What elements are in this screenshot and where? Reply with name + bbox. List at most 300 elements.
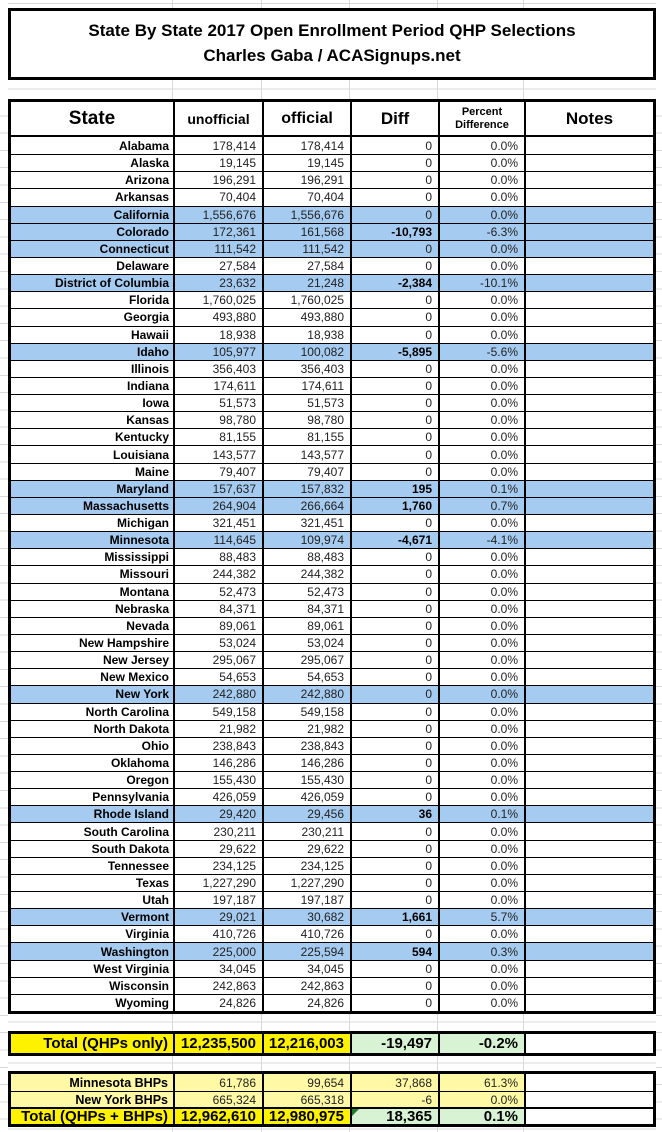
cell-notes[interactable] [524,891,653,908]
cell-unofficial[interactable]: 264,904 [173,497,262,514]
cell-diff[interactable]: 0 [350,737,438,754]
total-all-notes[interactable] [524,1107,653,1124]
cell-notes[interactable] [524,360,653,377]
column-header-diff[interactable]: Diff [350,102,438,135]
cell-unofficial[interactable]: 27,584 [173,257,262,274]
cell-percent-difference[interactable]: 0.0% [438,257,524,274]
cell-percent-difference[interactable]: -4.1% [438,531,524,548]
cell-percent-difference[interactable]: 0.0% [438,754,524,771]
cell-diff[interactable]: 0 [350,394,438,411]
cell-unofficial[interactable]: 242,863 [173,977,262,994]
cell-official[interactable]: 174,611 [262,377,350,394]
cell-state-name[interactable]: District of Columbia [11,274,173,291]
cell-official[interactable]: 88,483 [262,548,350,565]
cell-percent-difference[interactable]: 0.0% [438,377,524,394]
cell-notes[interactable] [524,788,653,805]
cell-diff[interactable]: 0 [350,857,438,874]
cell-diff[interactable]: -2,384 [350,274,438,291]
cell-state-name[interactable]: Idaho [11,343,173,360]
cell-diff[interactable]: 0 [350,754,438,771]
cell-notes[interactable] [524,737,653,754]
cell-diff[interactable]: 0 [350,891,438,908]
cell-notes[interactable] [524,497,653,514]
cell-diff[interactable]: 0 [350,720,438,737]
cell-notes[interactable] [524,840,653,857]
cell-notes[interactable] [524,326,653,343]
cell-notes[interactable] [524,583,653,600]
column-header-notes[interactable]: Notes [524,102,653,135]
cell-official[interactable]: 242,863 [262,977,350,994]
cell-notes[interactable] [524,531,653,548]
cell-diff[interactable]: 0 [350,411,438,428]
cell-diff[interactable]: 0 [350,977,438,994]
cell-percent-difference[interactable]: 0.0% [438,137,524,154]
cell-unofficial[interactable]: 51,573 [173,394,262,411]
cell-unofficial[interactable]: 88,483 [173,548,262,565]
cell-notes[interactable] [524,925,653,942]
cell-state-name[interactable]: New Hampshire [11,634,173,651]
cell-state-name[interactable]: Oklahoma [11,754,173,771]
bhp-percent[interactable]: 0.0% [438,1091,524,1107]
cell-unofficial[interactable]: 230,211 [173,822,262,839]
cell-notes[interactable] [524,685,653,702]
cell-diff[interactable]: 0 [350,634,438,651]
cell-state-name[interactable]: Wisconsin [11,977,173,994]
cell-state-name[interactable]: Maryland [11,480,173,497]
cell-official[interactable]: 143,577 [262,445,350,462]
cell-state-name[interactable]: West Virginia [11,960,173,977]
cell-notes[interactable] [524,274,653,291]
cell-state-name[interactable]: Kentucky [11,428,173,445]
cell-diff[interactable]: 0 [350,445,438,462]
cell-state-name[interactable]: Arizona [11,171,173,188]
cell-official[interactable]: 79,407 [262,463,350,480]
cell-state-name[interactable]: Pennsylvania [11,788,173,805]
total-qhps-diff[interactable]: -19,497 [350,1034,438,1053]
cell-unofficial[interactable]: 549,158 [173,703,262,720]
cell-notes[interactable] [524,668,653,685]
cell-diff[interactable]: 0 [350,308,438,325]
cell-notes[interactable] [524,343,653,360]
cell-percent-difference[interactable]: 0.0% [438,857,524,874]
cell-official[interactable]: 225,594 [262,942,350,959]
total-qhps-notes[interactable] [524,1034,653,1053]
cell-official[interactable]: 266,664 [262,497,350,514]
cell-percent-difference[interactable]: 0.0% [438,308,524,325]
cell-percent-difference[interactable]: 0.0% [438,651,524,668]
cell-percent-difference[interactable]: 0.0% [438,634,524,651]
cell-state-name[interactable]: Vermont [11,908,173,925]
cell-official[interactable]: 157,832 [262,480,350,497]
cell-official[interactable]: 34,045 [262,960,350,977]
cell-notes[interactable] [524,857,653,874]
cell-official[interactable]: 24,826 [262,994,350,1011]
cell-percent-difference[interactable]: 0.0% [438,720,524,737]
cell-notes[interactable] [524,445,653,462]
cell-state-name[interactable]: Nebraska [11,600,173,617]
cell-official[interactable]: 155,430 [262,771,350,788]
cell-notes[interactable] [524,188,653,205]
cell-diff[interactable]: 0 [350,137,438,154]
cell-official[interactable]: 29,456 [262,805,350,822]
cell-state-name[interactable]: Nevada [11,617,173,634]
cell-unofficial[interactable]: 29,622 [173,840,262,857]
cell-percent-difference[interactable]: 0.1% [438,480,524,497]
cell-official[interactable]: 426,059 [262,788,350,805]
cell-diff[interactable]: 0 [350,291,438,308]
cell-percent-difference[interactable]: 0.0% [438,840,524,857]
cell-official[interactable]: 1,760,025 [262,291,350,308]
cell-unofficial[interactable]: 178,414 [173,137,262,154]
cell-percent-difference[interactable]: 0.0% [438,583,524,600]
cell-diff[interactable]: -4,671 [350,531,438,548]
cell-unofficial[interactable]: 1,227,290 [173,874,262,891]
cell-official[interactable]: 230,211 [262,822,350,839]
cell-official[interactable]: 84,371 [262,600,350,617]
cell-percent-difference[interactable]: 0.3% [438,942,524,959]
total-qhps-label[interactable]: Total (QHPs only) [11,1034,173,1053]
cell-diff[interactable]: 0 [350,822,438,839]
column-header-official[interactable]: official [262,102,350,135]
cell-official[interactable]: 29,622 [262,840,350,857]
cell-diff[interactable]: 0 [350,463,438,480]
cell-percent-difference[interactable]: 0.0% [438,206,524,223]
cell-percent-difference[interactable]: 0.1% [438,805,524,822]
cell-percent-difference[interactable]: 0.0% [438,994,524,1011]
cell-diff[interactable]: 0 [350,428,438,445]
bhp-percent[interactable]: 61.3% [438,1074,524,1091]
cell-diff[interactable]: 195 [350,480,438,497]
cell-percent-difference[interactable]: 0.0% [438,171,524,188]
cell-state-name[interactable]: North Dakota [11,720,173,737]
cell-percent-difference[interactable]: 0.0% [438,737,524,754]
bhp-unofficial[interactable]: 665,324 [173,1091,262,1107]
cell-state-name[interactable]: Delaware [11,257,173,274]
cell-official[interactable]: 100,082 [262,343,350,360]
cell-unofficial[interactable]: 225,000 [173,942,262,959]
cell-unofficial[interactable]: 29,021 [173,908,262,925]
cell-unofficial[interactable]: 34,045 [173,960,262,977]
cell-notes[interactable] [524,480,653,497]
cell-state-name[interactable]: North Carolina [11,703,173,720]
cell-diff[interactable]: 36 [350,805,438,822]
cell-state-name[interactable]: Tennessee [11,857,173,874]
cell-unofficial[interactable]: 19,145 [173,154,262,171]
cell-notes[interactable] [524,137,653,154]
cell-official[interactable]: 1,227,290 [262,874,350,891]
cell-unofficial[interactable]: 23,632 [173,274,262,291]
cell-official[interactable]: 146,286 [262,754,350,771]
bhp-notes[interactable] [524,1074,653,1091]
cell-unofficial[interactable]: 238,843 [173,737,262,754]
cell-diff[interactable]: 1,661 [350,908,438,925]
cell-state-name[interactable]: Virginia [11,925,173,942]
cell-unofficial[interactable]: 81,155 [173,428,262,445]
cell-state-name[interactable]: Kansas [11,411,173,428]
bhp-row-label[interactable]: New York BHPs [11,1091,173,1107]
cell-unofficial[interactable]: 98,780 [173,411,262,428]
cell-state-name[interactable]: Utah [11,891,173,908]
cell-diff[interactable]: 0 [350,171,438,188]
cell-notes[interactable] [524,977,653,994]
cell-notes[interactable] [524,514,653,531]
cell-percent-difference[interactable]: 0.0% [438,291,524,308]
cell-notes[interactable] [524,463,653,480]
cell-official[interactable]: 52,473 [262,583,350,600]
cell-notes[interactable] [524,206,653,223]
bhp-diff[interactable]: -6 [350,1091,438,1107]
cell-state-name[interactable]: South Carolina [11,822,173,839]
cell-official[interactable]: 321,451 [262,514,350,531]
cell-diff[interactable]: 0 [350,925,438,942]
cell-official[interactable]: 1,556,676 [262,206,350,223]
cell-notes[interactable] [524,411,653,428]
cell-unofficial[interactable]: 410,726 [173,925,262,942]
cell-state-name[interactable]: Iowa [11,394,173,411]
cell-notes[interactable] [524,394,653,411]
cell-unofficial[interactable]: 143,577 [173,445,262,462]
cell-diff[interactable]: 0 [350,583,438,600]
cell-diff[interactable]: 0 [350,771,438,788]
cell-unofficial[interactable]: 174,611 [173,377,262,394]
bhp-official[interactable]: 99,654 [262,1074,350,1091]
sheet-title[interactable] [8,8,656,80]
cell-diff[interactable]: 0 [350,840,438,857]
cell-diff[interactable]: 0 [350,326,438,343]
cell-diff[interactable]: 0 [350,240,438,257]
cell-percent-difference[interactable]: 0.0% [438,428,524,445]
cell-diff[interactable]: 0 [350,617,438,634]
column-header-percent-difference[interactable]: Percent Difference [438,102,524,135]
cell-percent-difference[interactable]: 0.0% [438,925,524,942]
cell-notes[interactable] [524,771,653,788]
cell-unofficial[interactable]: 105,977 [173,343,262,360]
total-qhps-unofficial[interactable]: 12,235,500 [173,1034,262,1053]
cell-percent-difference[interactable]: 0.0% [438,874,524,891]
cell-official[interactable]: 53,024 [262,634,350,651]
cell-unofficial[interactable]: 29,420 [173,805,262,822]
cell-state-name[interactable]: Illinois [11,360,173,377]
cell-unofficial[interactable]: 197,187 [173,891,262,908]
cell-unofficial[interactable]: 242,880 [173,685,262,702]
cell-diff[interactable]: 0 [350,206,438,223]
cell-state-name[interactable]: Texas [11,874,173,891]
cell-unofficial[interactable]: 114,645 [173,531,262,548]
cell-official[interactable]: 30,682 [262,908,350,925]
cell-unofficial[interactable]: 426,059 [173,788,262,805]
cell-diff[interactable]: 0 [350,685,438,702]
cell-percent-difference[interactable]: 0.0% [438,240,524,257]
cell-state-name[interactable]: New York [11,685,173,702]
cell-official[interactable]: 493,880 [262,308,350,325]
cell-diff[interactable]: 594 [350,942,438,959]
cell-notes[interactable] [524,600,653,617]
cell-notes[interactable] [524,223,653,240]
cell-notes[interactable] [524,377,653,394]
cell-notes[interactable] [524,617,653,634]
cell-official[interactable]: 410,726 [262,925,350,942]
cell-percent-difference[interactable]: 0.0% [438,788,524,805]
cell-unofficial[interactable]: 54,653 [173,668,262,685]
cell-notes[interactable] [524,565,653,582]
cell-official[interactable]: 51,573 [262,394,350,411]
cell-unofficial[interactable]: 196,291 [173,171,262,188]
cell-diff[interactable]: 0 [350,960,438,977]
cell-notes[interactable] [524,908,653,925]
cell-unofficial[interactable]: 79,407 [173,463,262,480]
cell-state-name[interactable]: Colorado [11,223,173,240]
cell-notes[interactable] [524,942,653,959]
cell-notes[interactable] [524,308,653,325]
cell-percent-difference[interactable]: 0.0% [438,394,524,411]
cell-official[interactable]: 19,145 [262,154,350,171]
cell-unofficial[interactable]: 84,371 [173,600,262,617]
cell-official[interactable]: 98,780 [262,411,350,428]
cell-percent-difference[interactable]: 5.7% [438,908,524,925]
bhp-official[interactable]: 665,318 [262,1091,350,1107]
bhp-diff[interactable]: 37,868 [350,1074,438,1091]
total-all-percent[interactable]: 0.1% [438,1107,524,1124]
cell-official[interactable]: 21,248 [262,274,350,291]
cell-percent-difference[interactable]: 0.0% [438,685,524,702]
cell-state-name[interactable]: Massachusetts [11,497,173,514]
cell-diff[interactable]: 0 [350,548,438,565]
cell-state-name[interactable]: Michigan [11,514,173,531]
total-all-diff[interactable]: 18,365 [350,1107,438,1124]
cell-diff[interactable]: -10,793 [350,223,438,240]
cell-notes[interactable] [524,651,653,668]
cell-percent-difference[interactable]: 0.0% [438,977,524,994]
cell-unofficial[interactable]: 52,473 [173,583,262,600]
cell-unofficial[interactable]: 321,451 [173,514,262,531]
column-header-state[interactable]: State [68,107,116,129]
total-all-label[interactable]: Total (QHPs + BHPs) [11,1107,173,1124]
cell-percent-difference[interactable]: 0.0% [438,703,524,720]
cell-official[interactable]: 21,982 [262,720,350,737]
cell-official[interactable]: 111,542 [262,240,350,257]
cell-official[interactable]: 27,584 [262,257,350,274]
cell-notes[interactable] [524,634,653,651]
cell-percent-difference[interactable]: 0.0% [438,960,524,977]
cell-diff[interactable]: 0 [350,514,438,531]
cell-percent-difference[interactable]: 0.0% [438,188,524,205]
cell-diff[interactable]: 0 [350,668,438,685]
cell-unofficial[interactable]: 1,760,025 [173,291,262,308]
cell-unofficial[interactable]: 1,556,676 [173,206,262,223]
cell-percent-difference[interactable]: 0.0% [438,154,524,171]
cell-unofficial[interactable]: 70,404 [173,188,262,205]
cell-official[interactable]: 234,125 [262,857,350,874]
cell-unofficial[interactable]: 18,938 [173,326,262,343]
cell-official[interactable]: 81,155 [262,428,350,445]
cell-percent-difference[interactable]: -10.1% [438,274,524,291]
cell-official[interactable]: 178,414 [262,137,350,154]
total-all-official[interactable]: 12,980,975 [262,1107,350,1124]
cell-state-name[interactable]: Montana [11,583,173,600]
cell-unofficial[interactable]: 24,826 [173,994,262,1011]
cell-unofficial[interactable]: 146,286 [173,754,262,771]
cell-percent-difference[interactable]: 0.0% [438,617,524,634]
cell-notes[interactable] [524,154,653,171]
cell-percent-difference[interactable]: 0.0% [438,326,524,343]
cell-diff[interactable]: 0 [350,874,438,891]
cell-official[interactable]: 89,061 [262,617,350,634]
total-qhps-official[interactable]: 12,216,003 [262,1034,350,1053]
cell-notes[interactable] [524,257,653,274]
total-all-unofficial[interactable]: 12,962,610 [173,1107,262,1124]
cell-official[interactable]: 70,404 [262,188,350,205]
total-qhps-percent[interactable]: -0.2% [438,1034,524,1053]
cell-state-name[interactable]: Indiana [11,377,173,394]
cell-unofficial[interactable]: 493,880 [173,308,262,325]
cell-diff[interactable]: 0 [350,788,438,805]
cell-diff[interactable]: 0 [350,651,438,668]
cell-official[interactable]: 18,938 [262,326,350,343]
cell-state-name[interactable]: Oregon [11,771,173,788]
cell-official[interactable]: 109,974 [262,531,350,548]
cell-state-name[interactable]: New Mexico [11,668,173,685]
bhp-row-label[interactable]: Minnesota BHPs [11,1074,173,1091]
cell-official[interactable]: 161,568 [262,223,350,240]
cell-diff[interactable]: -5,895 [350,343,438,360]
cell-state-name[interactable]: Maine [11,463,173,480]
cell-percent-difference[interactable]: -6.3% [438,223,524,240]
cell-official[interactable]: 295,067 [262,651,350,668]
cell-state-name[interactable]: Wyoming [11,994,173,1011]
cell-unofficial[interactable]: 21,982 [173,720,262,737]
cell-official[interactable]: 197,187 [262,891,350,908]
cell-state-name[interactable]: Missouri [11,565,173,582]
cell-diff[interactable]: 0 [350,994,438,1011]
cell-diff[interactable]: 0 [350,154,438,171]
cell-percent-difference[interactable]: 0.0% [438,600,524,617]
cell-notes[interactable] [524,720,653,737]
cell-diff[interactable]: 0 [350,188,438,205]
cell-notes[interactable] [524,703,653,720]
bhp-unofficial[interactable]: 61,786 [173,1074,262,1091]
cell-notes[interactable] [524,822,653,839]
cell-notes[interactable] [524,874,653,891]
cell-state-name[interactable]: Mississippi [11,548,173,565]
cell-notes[interactable] [524,428,653,445]
cell-percent-difference[interactable]: -5.6% [438,343,524,360]
cell-state-name[interactable]: Louisiana [11,445,173,462]
cell-percent-difference[interactable]: 0.7% [438,497,524,514]
cell-state-name[interactable]: Connecticut [11,240,173,257]
cell-diff[interactable]: 0 [350,257,438,274]
cell-notes[interactable] [524,240,653,257]
cell-notes[interactable] [524,754,653,771]
cell-diff[interactable]: 0 [350,565,438,582]
cell-percent-difference[interactable]: 0.0% [438,771,524,788]
column-header-unofficial[interactable]: unofficial [173,102,262,135]
cell-state-name[interactable]: Rhode Island [11,805,173,822]
cell-unofficial[interactable]: 155,430 [173,771,262,788]
cell-percent-difference[interactable]: 0.0% [438,463,524,480]
cell-diff[interactable]: 0 [350,600,438,617]
cell-state-name[interactable]: Hawaii [11,326,173,343]
cell-official[interactable]: 54,653 [262,668,350,685]
cell-percent-difference[interactable]: 0.0% [438,565,524,582]
cell-official[interactable]: 242,880 [262,685,350,702]
cell-state-name[interactable]: Alaska [11,154,173,171]
cell-diff[interactable]: 1,760 [350,497,438,514]
cell-diff[interactable]: 0 [350,377,438,394]
cell-notes[interactable] [524,960,653,977]
cell-state-name[interactable]: Washington [11,942,173,959]
cell-state-name[interactable]: Ohio [11,737,173,754]
cell-state-name[interactable]: Alabama [118,138,169,153]
